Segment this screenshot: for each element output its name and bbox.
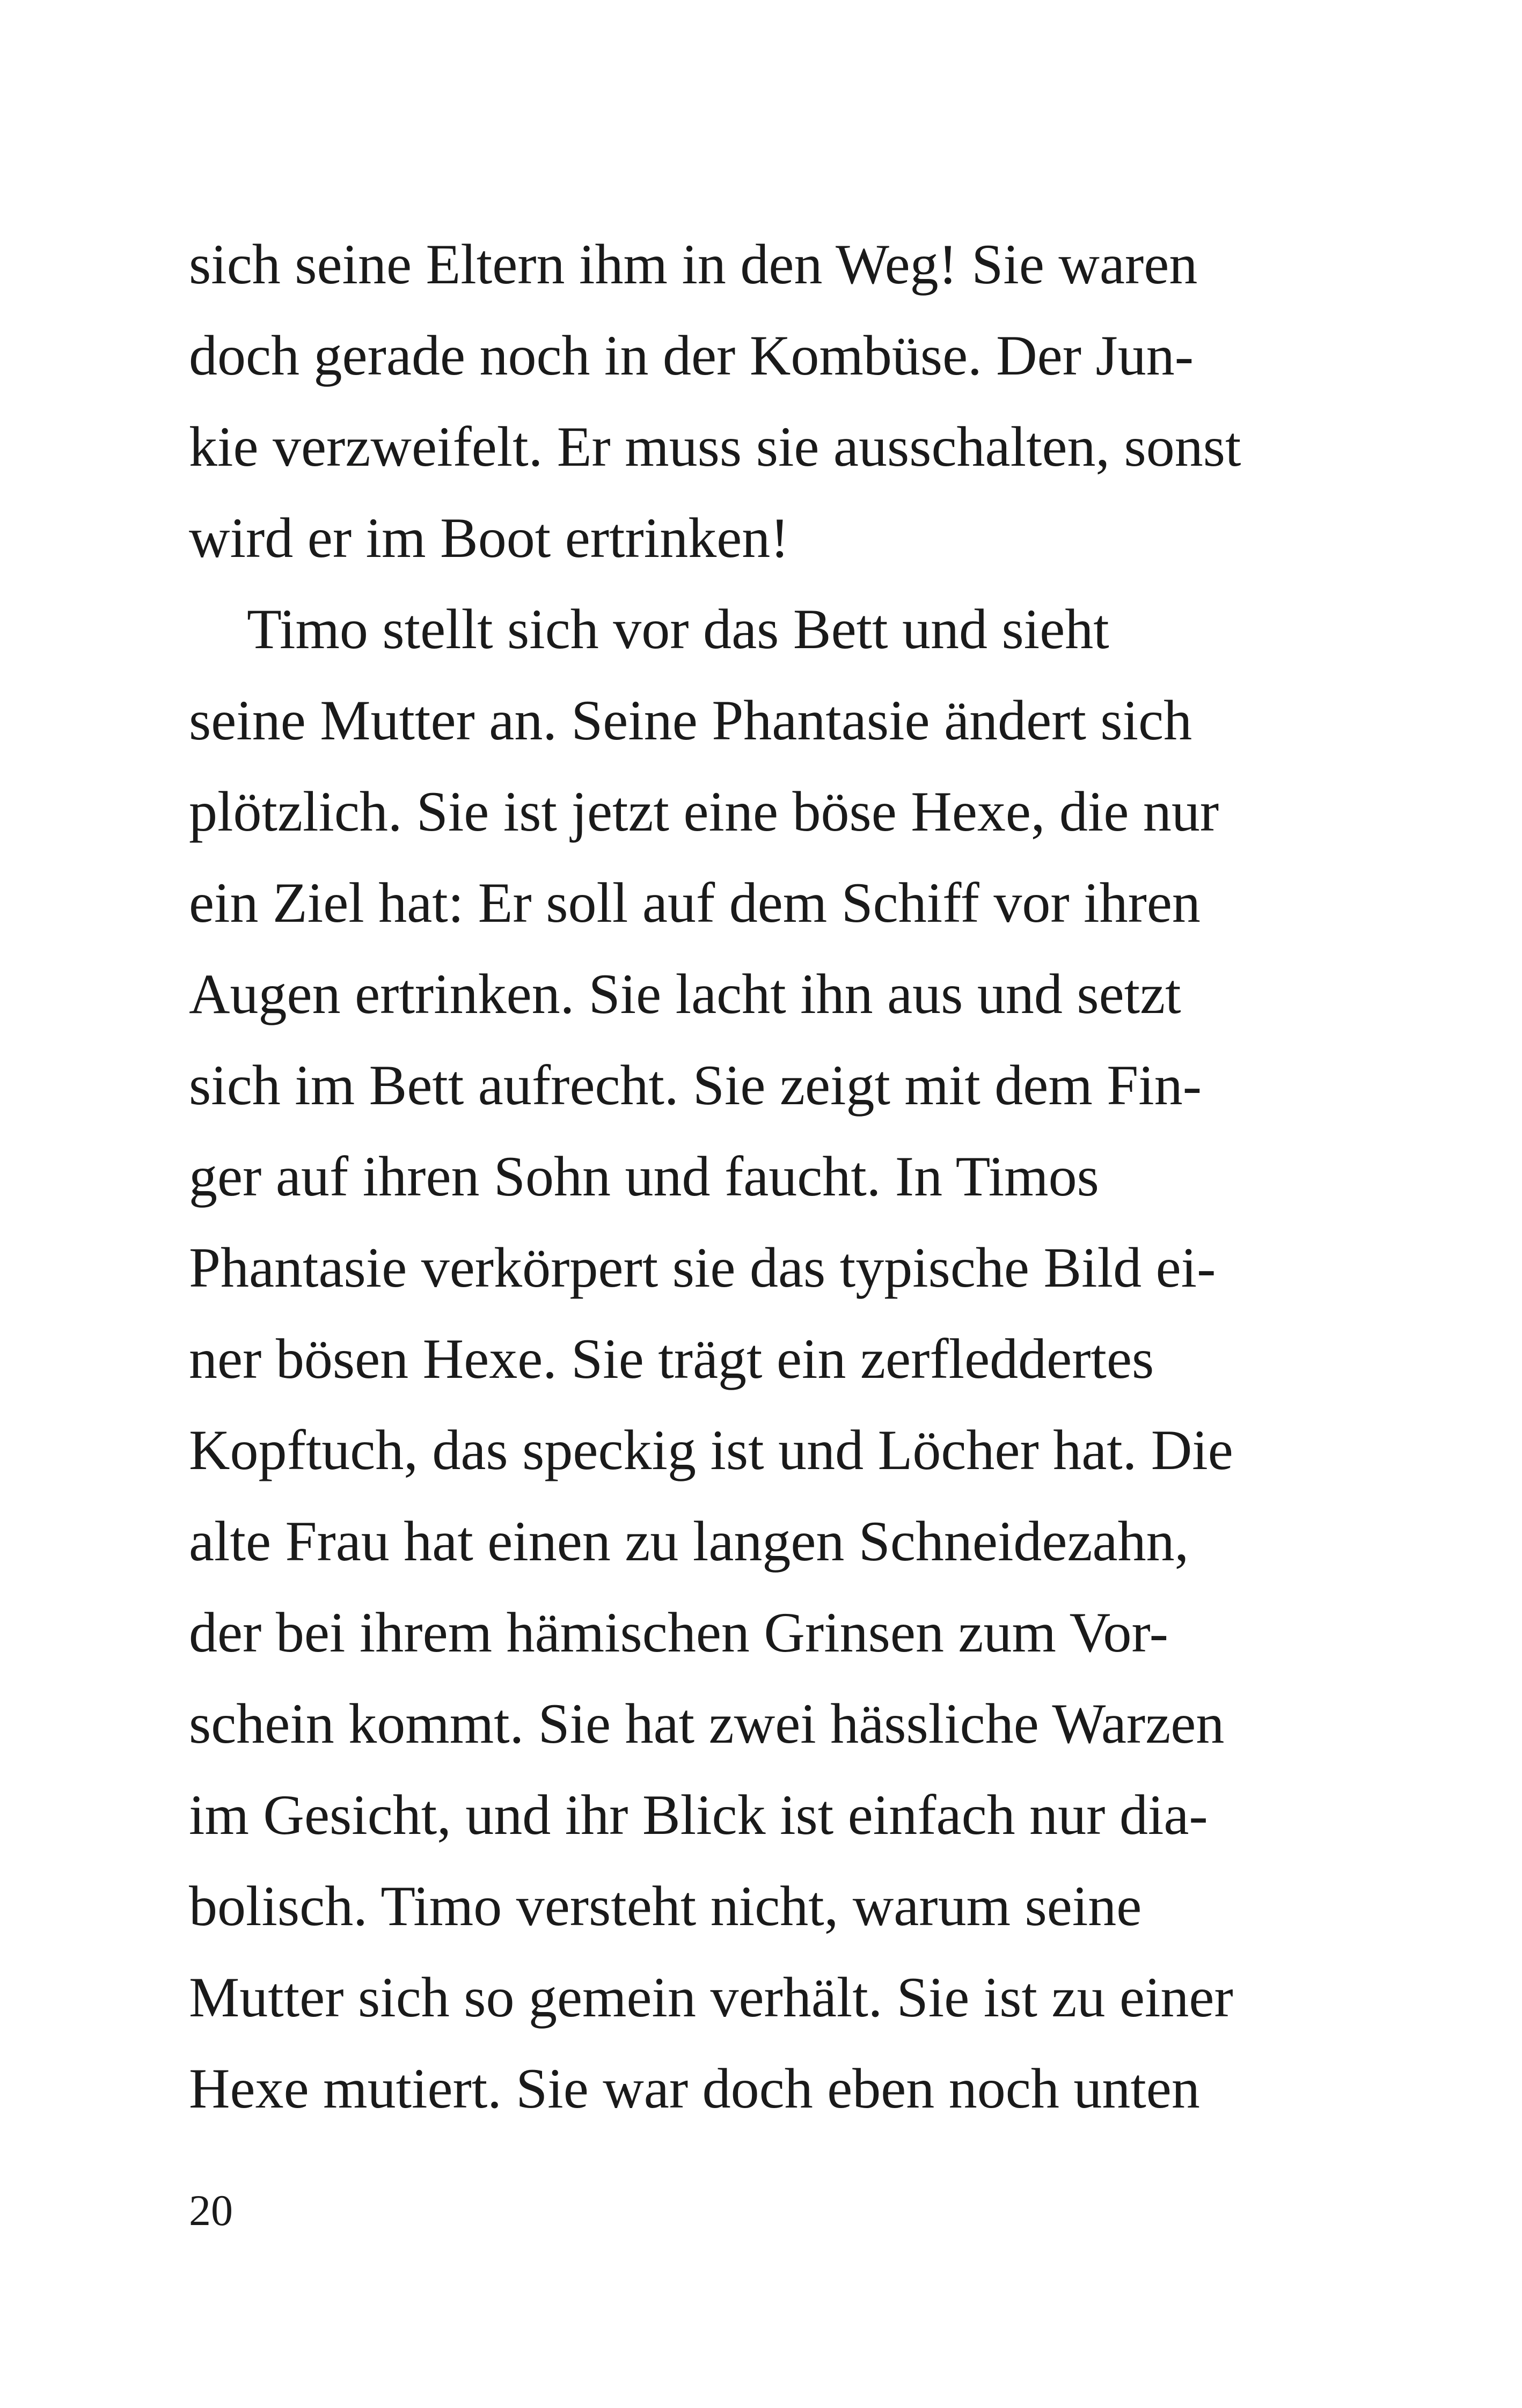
text-line: kie verzweifelt. Er muss sie ausschalten, sonst: [189, 415, 1241, 478]
text-line: Phantasie verkörpert sie das typische Bild ei-: [189, 1236, 1216, 1299]
text-line: Hexe mutiert. Sie war doch eben noch unten: [189, 2057, 1200, 2120]
text-line: ner bösen Hexe. Sie trägt ein zerfleddertes: [189, 1327, 1154, 1390]
body-text: [189, 219, 1332, 2134]
text-line: Mutter sich so gemein verhält. Sie ist zu einer: [189, 1966, 1233, 2029]
page-number: 20: [189, 2186, 233, 2235]
text-line: seine Mutter an. Seine Phantasie ändert sich: [189, 689, 1192, 752]
text-line: ger auf ihren Sohn und faucht. In Timos: [189, 1145, 1099, 1208]
text-line: der bei ihrem hämischen Grinsen zum Vor-: [189, 1601, 1168, 1664]
text-line: im Gesicht, und ihr Blick ist einfach nur dia-: [189, 1783, 1208, 1846]
text-line: alte Frau hat einen zu langen Schneidezahn,: [189, 1510, 1189, 1573]
text-line: schein kommt. Sie hat zwei hässliche Warzen: [189, 1692, 1225, 1755]
text-line: Augen ertrinken. Sie lacht ihn aus und setzt: [189, 963, 1181, 1025]
text-line: bolisch. Timo versteht nicht, warum seine: [189, 1875, 1142, 1937]
text-line: doch gerade noch in der Kombüse. Der Jun-: [189, 324, 1194, 387]
text-line: ein Ziel hat: Er soll auf dem Schiff vor ihren: [189, 871, 1201, 934]
text-line: plötzlich. Sie ist jetzt eine böse Hexe, die nur: [189, 780, 1219, 843]
paragraph-first-line: Timo stellt sich vor das Bett und sieht: [247, 598, 1109, 660]
text-line: wird er im Boot ertrinken!: [189, 506, 789, 569]
text-line: sich seine Eltern ihm in den Weg! Sie waren: [189, 233, 1198, 296]
text-line: Kopftuch, das speckig ist und Löcher hat. Die: [189, 1419, 1233, 1481]
text-line: sich im Bett aufrecht. Sie zeigt mit dem Fin-: [189, 1054, 1202, 1117]
